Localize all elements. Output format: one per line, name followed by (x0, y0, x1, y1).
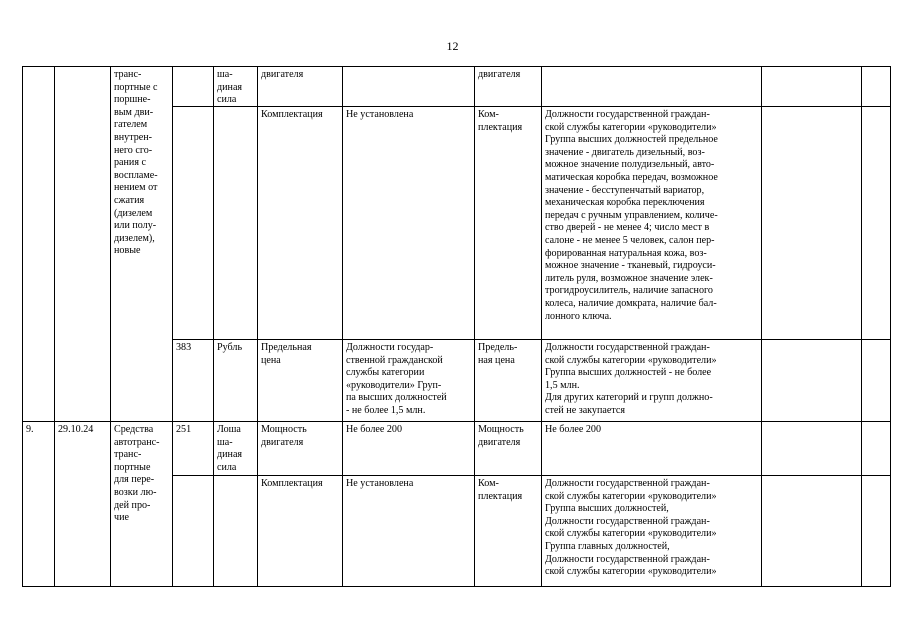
komplekt-label-cell: Комплектация (261, 478, 323, 489)
product-name-cell: Средства автотранс- транс- портные для пере- возки лю- дей про- чие (114, 424, 160, 524)
komplekt-label-cell: Ком- плектация (478, 478, 523, 502)
table-col-rule (861, 66, 862, 587)
komplekt-label-cell: Комплектация (261, 109, 323, 120)
price-code-cell: 383 (176, 342, 192, 353)
komplekt-value-cell: Не установлена (346, 478, 414, 489)
table-col-rule (761, 66, 762, 587)
unit-cell: ша- диная сила (217, 69, 243, 106)
okpd-code-cell: 29.10.24 (58, 424, 94, 435)
characteristic-cell: Мощность двигателя (478, 424, 524, 448)
price-value-cell: Должности государственной граждан- ской службы категории «руководители» Группа высших должностей - не более 1,5 млн. Для других категорий и групп должно- стей не закупается (545, 342, 717, 416)
price-value-cell: Должности государ- ственной гражданской службы категории «руководители» Груп- па высших должностей - не более 1,5 млн. (346, 342, 447, 416)
komplekt-value-cell: Должности государственной граждан- ской службы категории «руководители» Группа высших должностей, Должности государственной граждан- ской службы категории «руководители» Группа главных должностей, Должности государственной граждан- ской службы категории «руководители» (545, 478, 717, 578)
row-number-cell: 9. (26, 424, 34, 435)
table-col-rule (172, 66, 173, 587)
characteristic-value-cell: Не более 200 (545, 424, 602, 435)
product-name-cell: транс- портные с поршне- вым дви- гателем внутрен- него сго- рания с воспламе- нением от сжатия (дизелем или полу- дизелем), новые (114, 69, 158, 257)
komplekt-value-cell: Должности государственной граждан- ской службы категории «руководители» Группа высших должностей предельное значение - двигатель дизельный, воз- можное значение полудизельный, авто- матическая коробка передач, возможное значение - бесступенчатый вариатор, механическая коробка переключения передач с ручным управлением, количе- ство дверей - не менее 4; число мест в салоне - не менее 5 человек, салон пер- форированная натуральная кожа, воз- можное значение - тканевый, гидроуси- литель руля, возможное значение элек- трогидроусилитель, наличие запасного колеса, наличие домкрата, наличие бал- лонного ключа. (545, 109, 718, 322)
unit-code-cell: 251 (176, 424, 192, 435)
characteristic-cell: двигателя (261, 69, 304, 80)
price-label-cell: Предель- ная цена (478, 342, 518, 366)
table-rule-left (22, 66, 23, 587)
characteristic-cell: Мощность двигателя (261, 424, 307, 448)
price-unit-cell: Рубль (217, 342, 243, 353)
table-col-rule (213, 66, 214, 587)
characteristic-value-cell: Не более 200 (346, 424, 403, 435)
unit-cell: Лоша ша- диная сила (217, 424, 243, 473)
table-col-rule (54, 66, 55, 587)
page-number: 12 (446, 39, 459, 53)
characteristic-cell: двигателя (478, 69, 521, 80)
komplekt-value-cell: Не установлена (346, 109, 414, 120)
komplekt-label-cell: Ком- плектация (478, 109, 523, 133)
price-label-cell: Предельная цена (261, 342, 312, 366)
table-rule-right (890, 66, 891, 587)
